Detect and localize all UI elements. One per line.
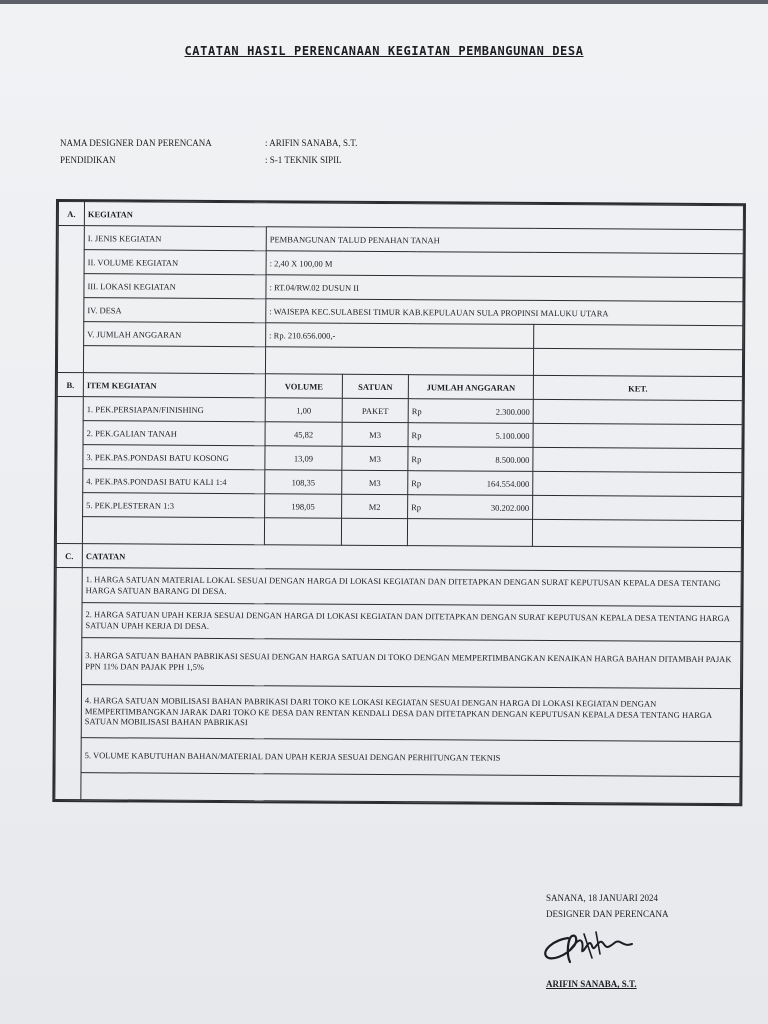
- note-row: [56, 567, 741, 606]
- section-c-letter: C.: [56, 543, 82, 567]
- kegiatan-label: IV. DESA: [84, 298, 266, 323]
- section-a-title: KEGIATAN: [84, 202, 743, 230]
- note-item: 3. HARGA SATUAN BAHAN PABRIKASI SESUAI DENGAN HARGA SATUAN DI TOKO DENGAN MEMPERTIMBANGKAN KENAIKAN HARGA BAHAN DITAMBAH PAJAK PPN 11% DAN PAJAK PPH 1,5%: [82, 638, 741, 689]
- currency-label: Rp: [411, 405, 422, 416]
- section-a-letter: A.: [58, 202, 84, 226]
- note-item: 4. HARGA SATUAN MOBILISASI BAHAN PABRIKASI DARI TOKO KE LOKASI KEGIATAN SESUAI DENGAN HARGA DI LOKASI KEGIATAN DENGAN MEMPERTIMBANGKAN JARAK DARI TOKO KE DESA DAN RENTAN KENDALI DESA DAN DITETAPKAN DENGAN KEPUTUSAN KEPALA DESA TENTANG HARGA SATUAN MOBILISASI BAHAN PABRIKASI: [81, 685, 740, 742]
- amount-cell: [408, 495, 533, 520]
- volume-header: VOLUME: [265, 374, 342, 398]
- note-item: 5. VOLUME KABUTUHAN BAHAN/MATERIAL DAN UPAH KERJA SESUAI DENGAN PERHITUNGAN TEKNIS: [81, 738, 740, 777]
- amount-value: 164.554.000: [486, 478, 530, 489]
- item-cell: 4. PEK.PAS.PONDASI BATU KALI 1:4: [83, 469, 265, 494]
- blank-row: [55, 772, 740, 803]
- kegiatan-label: III. LOKASI KEGIATAN: [84, 274, 266, 299]
- amount-cell: [408, 423, 533, 448]
- amount-cell: [408, 399, 533, 424]
- amount-value: 8.500.000: [495, 454, 530, 465]
- currency-label: Rp: [411, 429, 422, 440]
- note-row: [56, 637, 741, 688]
- satuan-cell: PAKET: [342, 398, 408, 422]
- currency-label: Rp: [411, 477, 422, 488]
- volume-cell: 1,00: [265, 398, 342, 422]
- jumlah-header: JUMLAH ANGGARAN: [408, 375, 533, 400]
- kegiatan-value: : WAISEPA KEC.SULABESI TIMUR KAB.KEPULAUAN SULA PROPINSI MALUKU UTARA: [266, 299, 743, 326]
- signatory-name: ARIFIN SANABA, S.T.: [546, 979, 637, 989]
- note-row: [55, 737, 740, 776]
- volume-cell: 45,82: [265, 422, 342, 446]
- kegiatan-label: I. JENIS KEGIATAN: [84, 226, 266, 251]
- amount-value: 5.100.000: [495, 430, 530, 441]
- volume-cell: 198,05: [265, 494, 342, 518]
- note-item: 1. HARGA SATUAN MATERIAL LOKAL SESUAI DENGAN HARGA DI LOKASI KEGIATAN DAN DITETAPKAN DENGAN SURAT KEPUTUSAN KEPALA DESA TENTANG HARGA SATUAN BARANG DI DESA.: [82, 568, 741, 607]
- planning-table: [54, 201, 744, 804]
- item-cell: 1. PEK.PERSIAPAN/FINISHING: [83, 397, 265, 422]
- volume-cell: 108,35: [265, 470, 342, 494]
- satuan-cell: M3: [342, 422, 408, 446]
- currency-label: Rp: [411, 453, 422, 464]
- education-row: [60, 155, 342, 165]
- signature-role: DESIGNER DAN PERENCANA: [546, 909, 669, 919]
- kegiatan-label: V. JUMLAH ANGGARAN: [84, 322, 266, 347]
- amount-value: 2.300.000: [495, 406, 530, 417]
- kegiatan-label: II. VOLUME KEGIATAN: [84, 250, 266, 275]
- amount-cell: [408, 471, 533, 496]
- kegiatan-value: : RT.04/RW.02 DUSUN II: [266, 275, 743, 302]
- ket-header: KET.: [533, 375, 742, 400]
- section-c-title: CATATAN: [82, 544, 741, 572]
- amount-cell: [408, 447, 533, 472]
- currency-label: Rp: [411, 501, 422, 512]
- designer-name-value: : ARIFIN SANABA, S.T.: [265, 138, 358, 148]
- item-cell: 5. PEK.PLESTERAN 1:3: [83, 493, 265, 518]
- education-value: : S-1 TEKNIK SIPIL: [265, 155, 342, 165]
- blank-row: [57, 346, 742, 377]
- designer-name-row: [60, 138, 357, 148]
- item-cell: 3. PEK.PAS.PONDASI BATU KOSONG: [83, 445, 265, 470]
- item-cell: 2. PEK.GALIAN TANAH: [83, 421, 265, 446]
- satuan-header: SATUAN: [342, 374, 408, 398]
- amount-value: 30.202.000: [490, 502, 530, 513]
- satuan-cell: M2: [342, 494, 408, 518]
- education-label: PENDIDIKAN: [60, 155, 116, 165]
- blank-row: [56, 516, 741, 547]
- section-b-letter: B.: [57, 372, 83, 396]
- volume-cell: 13,09: [265, 446, 342, 470]
- satuan-cell: M3: [342, 446, 408, 470]
- designer-name-label: NAMA DESIGNER DAN PERENCANA: [60, 138, 212, 148]
- item-header: ITEM KEGIATAN: [83, 373, 265, 398]
- note-row: [55, 684, 740, 741]
- kegiatan-value: : Rp. 210.656.000,-: [266, 323, 534, 349]
- satuan-cell: M3: [342, 470, 408, 494]
- kegiatan-value: PEMBANGUNAN TALUD PENAHAN TANAH: [266, 227, 743, 254]
- signature-place-date: SANANA, 18 JANUARI 2024: [546, 893, 659, 903]
- note-row: [56, 602, 741, 641]
- kegiatan-value: : 2,40 X 100,00 M: [266, 251, 743, 278]
- note-item: 2. HARGA SATUAN UPAH KERJA SESUAI DENGAN HARGA DI LOKASI KEGIATAN DAN DITETAPKAN DENGAN SURAT KEPUTUSAN KEPALA DESA TENTANG HARGA SATUAN UPAH KERJA DI DESA.: [82, 603, 741, 642]
- handwritten-signature: [540, 924, 640, 968]
- document-title: CATATAN HASIL PERENCANAAN KEGIATAN PEMBANGUNAN DESA: [184, 44, 584, 58]
